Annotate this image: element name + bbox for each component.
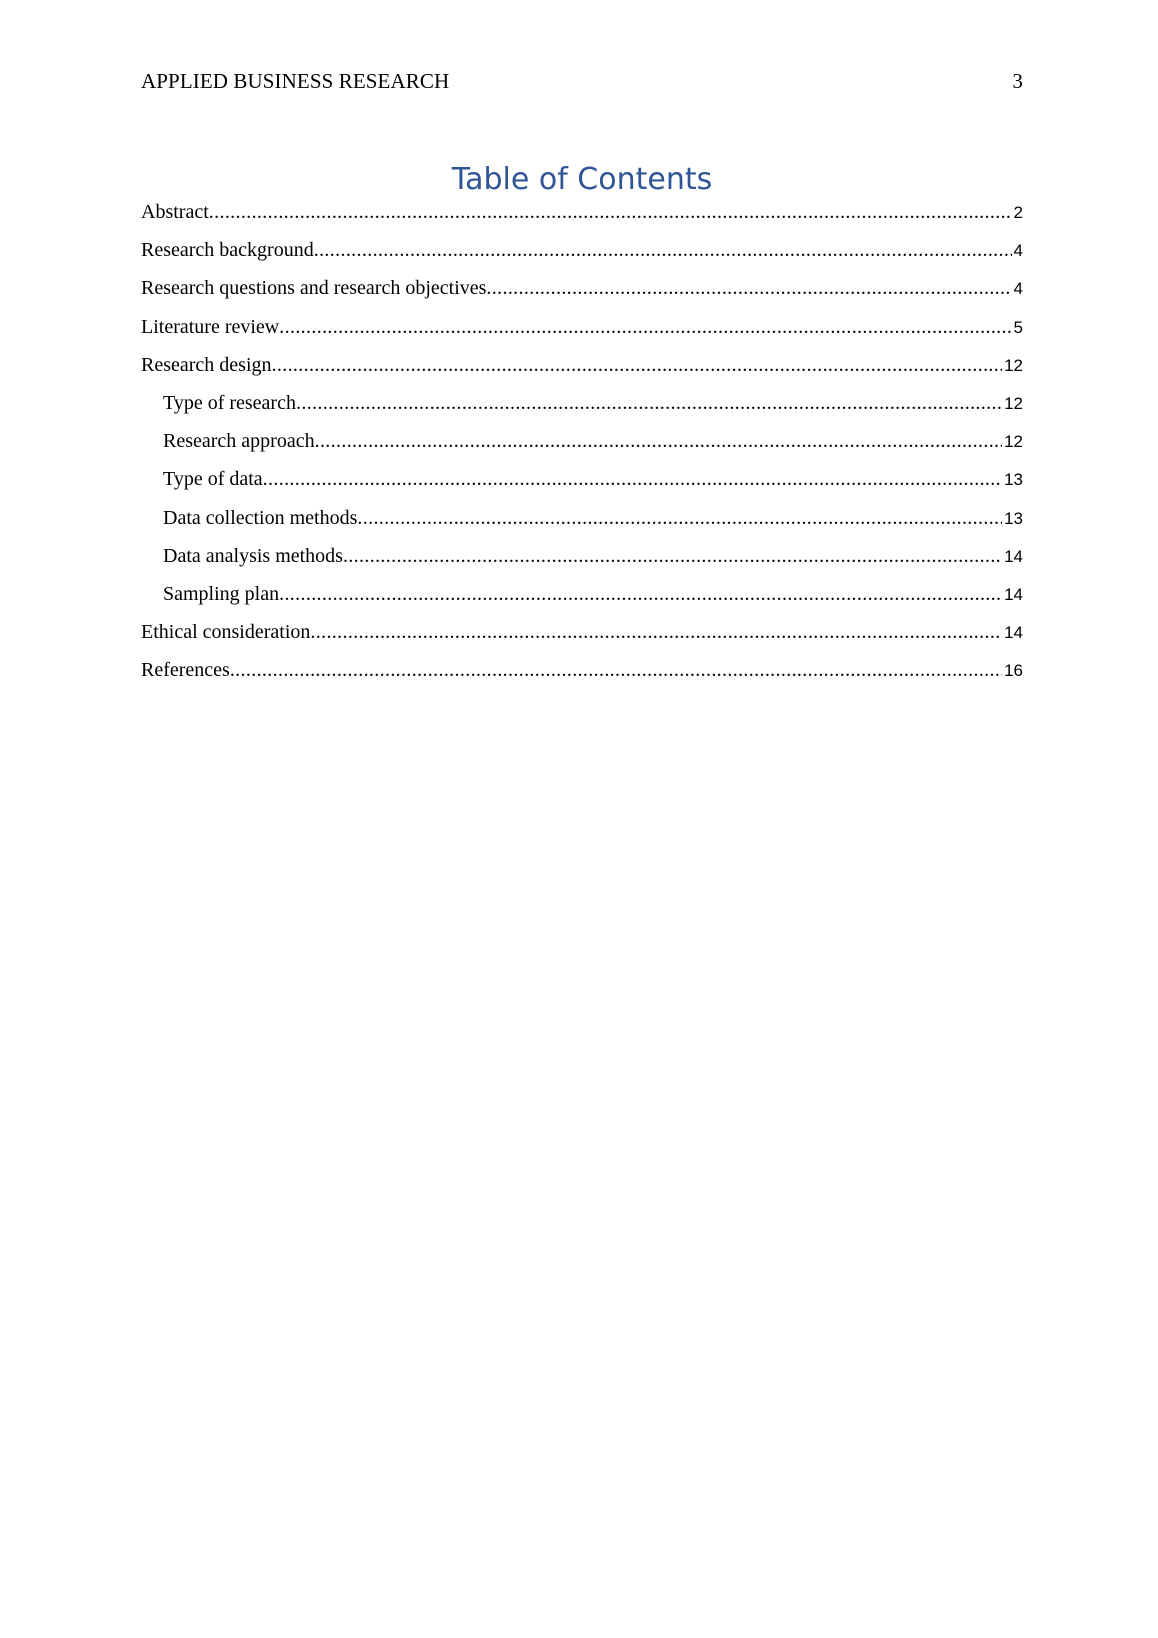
toc-entry-text: References <box>141 659 230 682</box>
toc-dot-leader <box>486 277 1011 300</box>
toc-entry-page: 12 <box>1004 393 1023 413</box>
toc-entry-research-questions[interactable] <box>141 277 1023 315</box>
toc-entry-data-collection-methods[interactable] <box>141 507 1023 545</box>
toc-entry-ethical-consideration[interactable] <box>141 621 1023 659</box>
toc-entry-page: 13 <box>1004 470 1023 490</box>
toc-entry-text: Data analysis methods <box>163 544 343 567</box>
running-title: APPLIED BUSINESS RESEARCH <box>141 69 450 93</box>
toc-entry-page: 12 <box>1004 432 1023 452</box>
toc-entry-text: Abstract <box>141 201 209 223</box>
toc-entry-text: Ethical consideration <box>141 621 311 644</box>
toc-entry-sampling-plan[interactable] <box>141 583 1023 621</box>
toc-entry-research-design[interactable] <box>141 354 1023 392</box>
toc-entry-page: 16 <box>1004 661 1023 681</box>
toc-dot-leader <box>343 545 1002 568</box>
toc-entry-page: 2 <box>1013 203 1023 222</box>
toc-dot-leader <box>357 507 1002 530</box>
toc-dot-leader <box>279 316 1011 339</box>
toc-dot-leader <box>263 468 1002 491</box>
toc-entry-page: 14 <box>1004 623 1023 643</box>
toc-entry-type-of-research[interactable] <box>141 392 1023 430</box>
toc-dot-leader <box>209 201 1012 224</box>
toc-entry-text: Sampling plan <box>163 582 280 605</box>
toc-entry-page: 14 <box>1004 584 1023 604</box>
toc-dot-leader <box>314 239 1012 262</box>
toc-entry-type-of-data[interactable] <box>141 468 1023 506</box>
toc-entry-text: Data collection methods <box>163 506 358 529</box>
toc-entry-page: 4 <box>1013 241 1023 261</box>
toc-entry-literature-review[interactable] <box>141 316 1023 354</box>
toc-entry-data-analysis-methods[interactable] <box>141 545 1023 583</box>
toc-dot-leader <box>279 583 1002 606</box>
toc-dot-leader <box>296 392 1002 415</box>
toc-dot-leader <box>315 430 1002 453</box>
toc-entry-text: Research approach <box>163 430 315 453</box>
toc-entry-text: Research design <box>141 353 272 376</box>
toc-entry-page: 13 <box>1004 508 1023 528</box>
toc-entry-text: Type of research <box>163 391 296 414</box>
toc-entry-text: Research background <box>141 239 314 262</box>
toc-entry-text: Type of data <box>163 468 263 491</box>
toc-entry-research-approach[interactable] <box>141 430 1023 468</box>
toc-entry-research-background[interactable] <box>141 239 1023 277</box>
toc-entry-references[interactable] <box>141 659 1023 697</box>
toc-dot-leader <box>272 354 1003 377</box>
toc-title: Table of Contents <box>451 162 713 197</box>
toc-entry-text: Research questions and research objectives <box>141 277 487 300</box>
toc-entry-page: 12 <box>1004 355 1023 375</box>
toc-entry-abstract[interactable] <box>141 201 1023 239</box>
running-header <box>141 69 1023 99</box>
toc-list <box>141 201 1023 697</box>
toc-dot-leader <box>230 659 1002 682</box>
toc-entry-text: Literature review <box>141 315 280 338</box>
toc-dot-leader <box>310 621 1002 644</box>
toc-entry-page: 14 <box>1004 546 1023 566</box>
page-number: 3 <box>1012 69 1023 93</box>
toc-entry-page: 4 <box>1013 279 1023 299</box>
toc-entry-page: 5 <box>1013 317 1023 337</box>
